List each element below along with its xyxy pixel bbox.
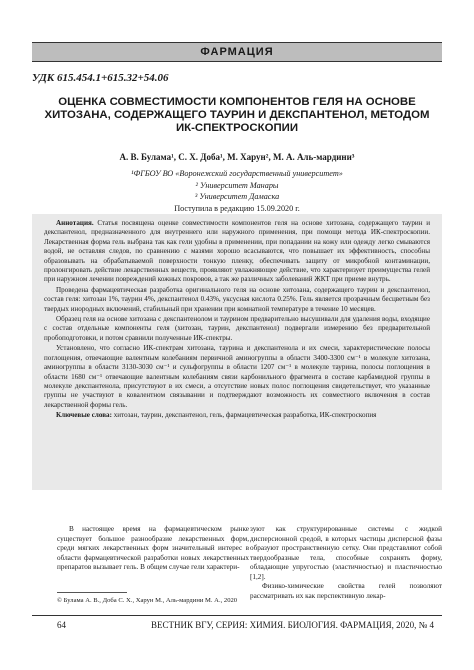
abstract-box: [32, 214, 442, 490]
body-paragraph-continued: зуют как структурированные системы с жидкой дисперсионной средой, в которых частицы дисперсной фазы образуют пространственную сетку. Они представляют собой твердообразные тела, способные сохранять форму, обладающие упругостью (эластичностью) и пластичностью [1,2].: [250, 525, 442, 581]
affiliations: [32, 168, 442, 214]
journal-running-footer: ВЕСТНИК ВГУ, СЕРИЯ: ХИМИЯ. БИОЛОГИЯ. ФАРМАЦИЯ, 2020, № 4: [150, 620, 434, 630]
body-column-left: [57, 525, 249, 573]
article-title: ОЦЕНКА СОВМЕСТИМОСТИ КОМПОНЕНТОВ ГЕЛЯ НА ОСНОВЕ ХИТОЗАНА, СОДЕРЖАЩЕГО ТАУРИН И ДЕКСПАНТЕНОЛ, МЕТОДОМ ИК-СПЕКТРОСКОПИИ: [44, 96, 430, 134]
keywords: Ключевые слова: хитозан, таурин, декспантенол, гель, фармацевтическая разработка, ИК-спектроскопия: [56, 411, 377, 420]
footer-divider: [32, 615, 442, 616]
abstract-paragraph-2: Проведена фармацевтическая разработка оригинального геля на основе хитозана, содержащего таурин и декспантенол, состав геля: хитозан 1%, таурин 4%, декспантенол 0.43%, уксусная кислота 0.25%. Гель является прозрачным бесцветным без твердых инородных включений, стабильный при хранении при комнатной температуре в течение 10 месяцев.: [44, 285, 430, 313]
abstract-label: Аннотация.: [56, 219, 94, 227]
keywords-label: Ключевые слова:: [56, 411, 112, 420]
affiliation-3: ³ Университет Дамаска: [194, 192, 280, 201]
authors: А. В. Булама¹, С. Х. Доба¹, М. Харун², М. А. Аль-мардини³: [119, 152, 355, 162]
body-paragraph: Физико-химические свойства гелей позволяют рассматривать их как перспективную лекар-: [250, 582, 442, 600]
received-date: Поступила в редакцию 15.09.2020 г.: [174, 203, 300, 213]
page-number: 64: [57, 620, 66, 630]
section-header: ФАРМАЦИЯ: [32, 42, 442, 62]
affiliation-1: ¹ФГБОУ ВО «Воронежский государственный университет»: [131, 169, 343, 178]
abstract-paragraph-3: Образец геля на основе хитозана с декспантенолом и таурином предварительно высушивали для удаления воды, входящие с состав отдельные компоненты геля (хитозан, таурин, декспантенол) подвергали измерению без предварительной пробоподготовки, и потом сравнили полученные ИК-спектры.: [44, 315, 430, 342]
body-column-right: [250, 525, 442, 601]
affiliation-2: ² Университет Манары: [195, 180, 279, 190]
abstract-paragraph-4: Установлено, что согласно ИК-спектрам хитозана, таурина и декспантенола и их смеси, характеристические полосы поглощения, отвечающие валентным колебаниям первичной аминогруппы в области 3400-3300 см⁻¹ в молекуле хитозана, аминогруппы в области 3130-3030 см⁻¹ и сульфогруппы в области 1207 см⁻¹ в молекуле таурина, полосы поглощения в области 1680 см⁻¹ отвечающие валентным колебаниям связи карбонильного фрагмента в составе карбамидной группы в молекуле декспантенола, присутствуют в их смеси, а отсутствие новых полос поглощения свидетельствует, что указанные группы не участвуют в ковалентном связывании и подтверждают возможность их совместного включения в состав лекарственной формы гель.: [44, 344, 430, 409]
footnote-divider: [57, 592, 127, 593]
body-paragraph: В настоящее время на фармацевтическом рынке существует большое разнообразие лекарственных форм, среди мягких лекарственных форм значительный интерес в области фармацевтической разработки новых лекарственных препаратов вызывает гель. В общем случае гели характери-: [57, 525, 249, 571]
copyright-note: © Булама А. В., Доба С. Х., Харун М., Аль-мардини М. А., 2020: [57, 597, 238, 604]
udk-code: УДК 615.454.1+615.32+54.06: [32, 72, 169, 84]
abstract-paragraph-1: Аннотация. Статья посвящена оценке совместимости компонентов геля на основе хитозана, содержащего таурин и декспантенол, предназначенного для внутреннего или наружного применения, при помощи метода ИК-спектроскопии. Лекарственная форма гель выбрана так как гели удобны в применении, при попадании на кожу или одежду легко смываются водой, не оставляя следов, по сравнению с мазями хорошо всасываются, что повышает их эффективность, способны образовывать на обрабатываемой поверхности тонкую пленку, обеспечивать защиту от микробной контаминации, пролонгировать действие лекарственных веществ, проявляют увлажняющее действие, что характеризует преимущества гелей при наружном лечении повреждений кожных покровов, а так же различных заболеваний ЖКТ при приеме внутрь.: [44, 219, 430, 284]
